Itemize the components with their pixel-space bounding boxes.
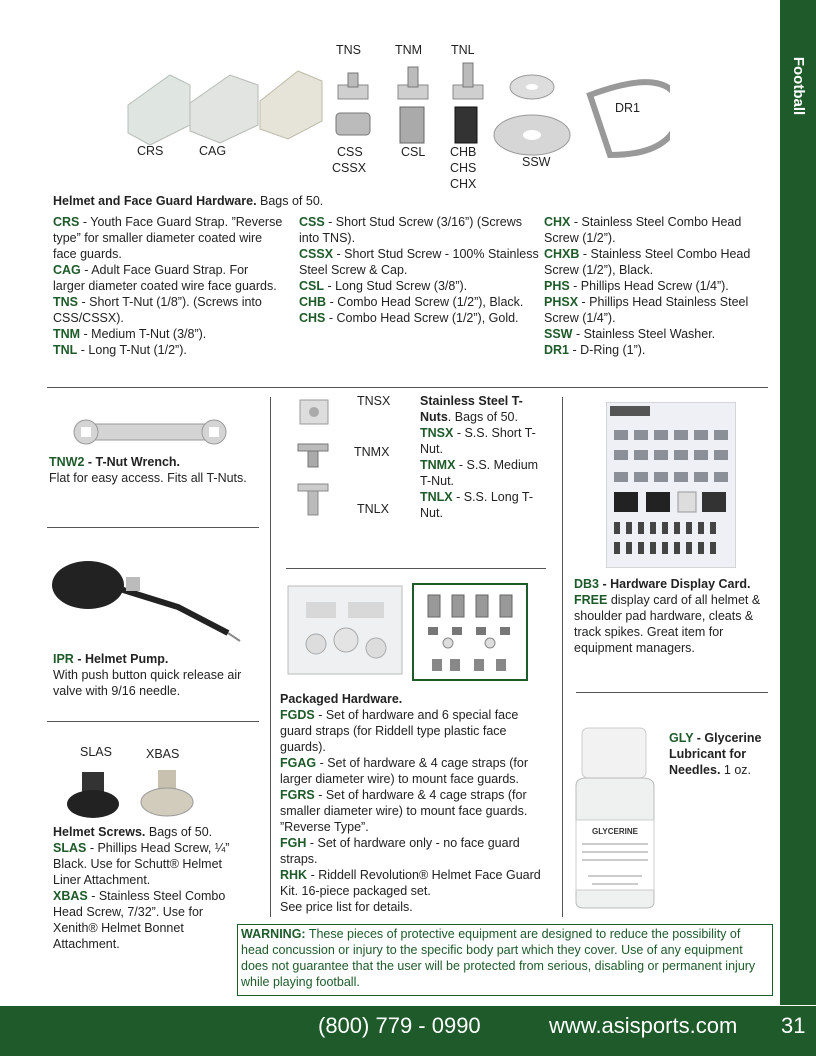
list-item: FGRS - Set of hardware & 4 cage straps (for smaller diameter wire) to mount face guards. ”Reverse Type”. [280, 788, 528, 834]
warning-text: These pieces of protective equipment are designed to reduce the possibility of head concussion or injury to the specific body part which they cover. Use of any equipment does not guarantee that the user will be protected from serious, disabling or permanent injury while playing football. [241, 927, 756, 989]
footer-phone: (800) 779 - 0990 [318, 1013, 481, 1038]
label-tns: TNS [336, 43, 361, 57]
display-card-photo [606, 402, 736, 568]
label-tnl: TNL [451, 43, 475, 57]
list-item: CHB - Combo Head Screw (1/2”), Black. [299, 295, 524, 309]
list-item: CSSX - Short Stud Screw - 100% Stainless Steel Screw & Cap. [299, 247, 539, 277]
label-tnmx: TNMX [354, 445, 390, 459]
list-item: TNS - Short T-Nut (1/8”). (Screws into CSS/CSSX). [53, 295, 262, 325]
packaged-heading: Packaged Hardware. [280, 692, 403, 706]
list-item: RHK - Riddell Revolution® Helmet Face Guard Kit. 16-piece packaged set. [280, 868, 541, 898]
ss-tnuts-photo [290, 396, 340, 522]
tnut-screw-group [336, 63, 483, 143]
label-tnm: TNM [395, 43, 423, 57]
list-item: FGH - Set of hardware only - no face guard straps. [280, 836, 520, 866]
hardware-col2 [299, 214, 539, 326]
list-item: CSL - Long Stud Screw (3/8”). [299, 279, 468, 293]
ss-tnuts-text: Stainless Steel T-Nuts. Bags of 50. TNSX - S.S. Short T-Nut. TNMX - S.S. Medium T-Nut. TNLX - S.S. Long T-Nut. [420, 394, 539, 520]
glycerine-bottle-photo [568, 726, 664, 910]
divider [270, 397, 271, 917]
divider [576, 692, 768, 693]
hardware-heading-rest: Bags of 50. [256, 194, 324, 208]
packaged-hardware-photo [412, 583, 528, 681]
list-item: CSS - Short Stud Screw (3/16”) (Screws into TNS). [299, 215, 522, 245]
label-tnsx: TNSX [357, 394, 391, 408]
label-chs: CHS [450, 161, 477, 175]
label-csl: CSL [401, 145, 426, 159]
label-css: CSS [337, 145, 363, 159]
label-chx: CHX [450, 177, 477, 191]
list-item: DR1 - D-Ring (1”). [544, 343, 646, 357]
page-footer [0, 1006, 816, 1056]
label-tnlx: TNLX [357, 502, 389, 516]
label-crs: CRS [137, 144, 164, 158]
hardware-heading [53, 193, 653, 209]
warning-box [237, 924, 773, 996]
list-item: SSW - Stainless Steel Washer. [544, 327, 716, 341]
list-item: TNM - Medium T-Nut (3/8”). [53, 327, 207, 341]
glycerine-text: GLY - Glycerine Lubricant for Needles. 1 oz. [669, 731, 762, 777]
list-item: CHXB - Stainless Steel Combo Head Screw (1/2”), Black. [544, 247, 751, 277]
section-tab [780, 0, 816, 1005]
footer-website: www.asisports.com [549, 1013, 738, 1038]
divider [286, 568, 546, 569]
section-tab-label: Football [790, 56, 807, 116]
list-item: CAG - Adult Face Guard Strap. For larger diameter coated wire face guards. [53, 263, 277, 293]
face-guard-strap-third [260, 71, 322, 139]
hardware-photo [110, 55, 670, 175]
hardware-col1 [53, 214, 283, 358]
hardware-heading-bold: Helmet and Face Guard Hardware. [53, 194, 257, 208]
divider [47, 387, 768, 388]
hardware-col3 [544, 214, 772, 358]
divider [47, 721, 259, 722]
helmet-pump-text: IPR - Helmet Pump. With push button quick release air valve with 9/16 needle. [53, 652, 242, 698]
washer [494, 75, 570, 155]
packaged-note: See price list for details. [280, 900, 413, 914]
warning-label: WARNING: [241, 927, 306, 941]
list-item: XBAS - Stainless Steel Combo Head Screw, 7/32”. Use for Xenith® Helmet Bonnet Attachment. [53, 889, 226, 951]
label-cag: CAG [199, 144, 227, 158]
list-item: CHS - Combo Head Screw (1/2”), Gold. [299, 311, 519, 325]
label-xbas: XBAS [146, 747, 180, 761]
list-item: TNL - Long T-Nut (1/2”). [53, 343, 187, 357]
tnut-wrench-photo [70, 410, 230, 454]
page-number: 31 [781, 1013, 806, 1038]
tnut-wrench-text: TNW2 - T-Nut Wrench. Flat for easy access. Fits all T-Nuts. [49, 455, 247, 485]
list-item: CHX - Stainless Steel Combo Head Screw (1/2”). [544, 215, 742, 245]
list-item: PHS - Phillips Head Screw (1/4”). [544, 279, 729, 293]
divider [47, 527, 259, 528]
label-dr1: DR1 [615, 101, 641, 115]
packaged-bag-photo [286, 582, 406, 678]
display-card-text: DB3 - Hardware Display Card. FREE display card of all helmet & shoulder pad hardware, cleats & track spikes. Great item for equipment managers. [574, 577, 761, 655]
list-item: FGDS - Set of hardware and 6 special face guard straps (for Riddell type plastic face guards). [280, 708, 519, 754]
helmet-screws-photo [56, 764, 196, 828]
helmet-screws-text: Helmet Screws. Bags of 50. SLAS - Phillips Head Screw, ¼” Black. Use for Schutt® Helmet Liner Attachment. XBAS - Stainless Steel Combo Head Screw, 7/32”. Use for Xenith® Helmet Bonnet Attachment. [53, 824, 233, 952]
list-item: PHSX - Phillips Head Stainless Steel Screw (1/4”). [544, 295, 749, 325]
list-item: FGAG - Set of hardware & 4 cage straps (for larger diameter wire) to mount face guards. [280, 756, 529, 786]
divider [562, 397, 563, 917]
d-ring [590, 82, 670, 155]
label-cssx: CSSX [332, 161, 367, 175]
label-slas: SLAS [80, 745, 112, 759]
bottle-label: GLYCERINE [592, 827, 638, 836]
label-ssw: SSW [522, 155, 551, 169]
label-chb: CHB [450, 145, 477, 159]
helmet-pump-photo [48, 555, 248, 647]
list-item: CRS - Youth Face Guard Strap. ”Reverse type” for smaller diameter coated wire face guards. [53, 215, 283, 261]
packaged-hardware-text [280, 691, 550, 915]
face-guard-strap-crs [128, 75, 190, 145]
list-item: SLAS - Phillips Head Screw, ¼” Black. Use for Schutt® Helmet Liner Attachment. [53, 841, 230, 887]
face-guard-strap-cag [190, 75, 258, 143]
